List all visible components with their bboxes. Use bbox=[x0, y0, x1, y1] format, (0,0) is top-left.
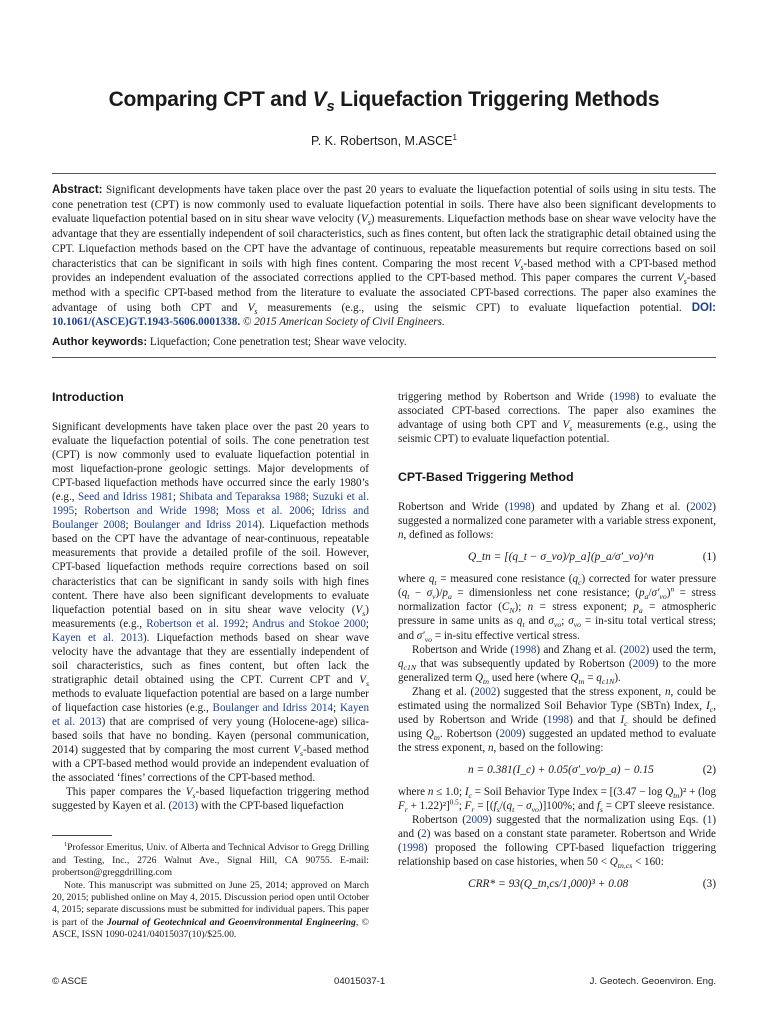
equation-1-number: (1) bbox=[702, 551, 716, 564]
left-column bbox=[52, 390, 369, 942]
equation-1 bbox=[398, 551, 716, 563]
equation-1-body: Q_tn = [(q_t − σ_vo)/p_a](p_a/σ′_vo)^n bbox=[468, 551, 654, 564]
footer-journal: J. Geotech. Geoenviron. Eng. bbox=[589, 976, 716, 987]
footnote-note: Note. This manuscript was submitted on June 25, 2014; approved on March 20, 2015; published online on May 4, 2015. Discussion period open until October 4, 2015; separate discussions must be submitted for individual papers. This paper is part of the Journal of Geotechnical and Geoenvironmental Engineering, © ASCE, ISSN 1090-0241/04015037(10)/$25.00. bbox=[52, 879, 369, 941]
where-paragraph-2: where n ≤ 1.0; $I_c$ = Soil Behavior Type Index = [$(3.47 - \log Q_{tn})^2 + (\log$ $F_r + 1.22)^2]^{0.5}$; $F_r = [(f_s/(q_t - \sigma_{vo})]100\%$; and $f_s$ = CPT sleeve resistance. bbox=[398, 785, 716, 815]
intro-paragraph-2: This paper compares the $V_s$-based liquefaction triggering method suggested by Kayen et al. (2013) with the CPT-based liquefaction bbox=[52, 786, 370, 813]
method-paragraph-5: Robertson (2009) suggested that the normalization using Eqs. (1) and (2) was based on a constant state parameter. Robertson and Wride (1998) proposed the following CPT-based liquefaction triggering relationship based on case histories, when $50 < Q_{tn,cs} < 160$: bbox=[398, 814, 717, 871]
equation-2-number: (2) bbox=[702, 763, 716, 776]
introduction-heading: Introduction bbox=[52, 390, 124, 404]
footer-copyright: © ASCE bbox=[52, 976, 88, 987]
equation-3-number: (3) bbox=[702, 878, 716, 891]
paper-title: Comparing CPT and $V_s$ Liquefaction Triggering Methods bbox=[108, 88, 660, 116]
continued-paragraph: triggering method by Robertson and Wride (1998) to evaluate the associated CPT-based corrections. The paper also examines the advantage of using both CPT and $V_s$ measurements (e.g., using the seismic CPT) to evaluate liquefaction potential. bbox=[398, 391, 716, 446]
right-column bbox=[398, 390, 716, 899]
abstract-block bbox=[52, 173, 716, 358]
cpt-method-heading: CPT-Based Triggering Method bbox=[398, 470, 574, 485]
equation-3-body: CRR* = 93(Q_tn,cs/1,000)³ + 0.08 bbox=[468, 878, 629, 891]
method-paragraph-1: Robertson and Wride (1998) and updated by Zhang et al. (2002) suggested a normalized cone parameter with a variable stress exponent, n, defined as follows: bbox=[398, 501, 716, 542]
method-paragraph-3: Zhang et al. (2002) suggested that the stress exponent, n, could be estimated using the normalized Soil Behavior Type (SBTn) Index, $I_c$, used by Robertson and Wride (1998) and that $I_c$ should be defined using $Q_{tn}$. Robertson (2009) suggested an updated method to evaluate the stress exponent, n, based on the following: bbox=[398, 685, 716, 754]
footnote-rule bbox=[52, 835, 112, 836]
method-paragraph-2: Robertson and Wride (1998) and Zhang et al. (2002) used the term, $q_{c1N}$ that was subsequently updated by Robertson (2009) to the more generalized term $Q_{tn}$ used here (where $Q_{tn} = q_{c1N}$). bbox=[398, 643, 717, 686]
where-paragraph: where $q_t$ = measured cone resistance $(q_c)$ corrected for water pressure $(q_t - \sigma_v)/p_a$ = dimensionless net cone resistance; $(p_a/\sigma'_{vo})^n$ = stress normalization factor $(C_N)$; n = stress exponent; $p_a$ = atmospheric pressure in same units as $q_t$ and $\sigma_{vo}$; $\sigma_{vo}$ = in-situ total vertical stress; and $\sigma'_{vo}$ = in-situ effective vertical stress. bbox=[398, 573, 717, 644]
intro-paragraph-1: Significant developments have taken place over the past 20 years to evaluate the liquefaction potential of soils. The cone penetration test (CPT) is now commonly used to evaluate liquefaction potential in most liquefaction-prone geologic settings. Major developments of CPT-based liquefaction methods have occurred since the early 1980’s (e.g., Seed and Idriss 1981; Shibata and Teparaksa 1988; Suzuki et al. 1995; Robertson and Wride 1998; Moss et al. 2006; Idriss and Boulanger 2008; Boulanger and Idriss 2014). Liquefaction methods based on the CPT have the advantage of near-continuous, repeatable measurements that provide a detailed profile of the soil. However, CPT-based liquefaction methods require corrections based on soil characteristics that can be significant in sandy soils with high fines content. There have also been significant developments to evaluate liquefaction potential based on in situ shear wave velocity $(V_s)$ measurements (e.g., Robertson et al. 1992; Andrus and Stokoe 2000; Kayen et al. 2013). Liquefaction methods based on shear wave velocity have the advantage that they are essentially independent of soil characteristics, such as fines content, but often lack the stratigraphic detail obtained using the CPT. Current CPT and $V_s$ methods to evaluate liquefaction potential are based on a large number of liquefaction case histories (e.g., Boulanger and Idriss 2014; Kayen et al. 2013) that are comprised of very young (Holocene-age) silica-based soils that have no bonding. Kayen (personal communication, 2014) suggested that by comparing the most current $V_s$-based method with a CPT-based method would provide an independent evaluation of the associated ‘fines’ corrections of the CPT-based method. bbox=[52, 421, 370, 785]
doi-link[interactable]: 10.1061/(ASCE)GT.1943-5606.0001338. bbox=[52, 316, 241, 329]
equation-2 bbox=[398, 764, 716, 776]
footer-page-id: 04015037-1 bbox=[334, 976, 386, 987]
equation-2-body: n = 0.381(I_c) + 0.05(σ′_vo/p_a) − 0.15 bbox=[468, 763, 654, 776]
equation-3 bbox=[398, 878, 716, 890]
author-keywords: Author keywords: Liquefaction; Cone penetration test; Shear wave velocity. bbox=[52, 336, 407, 349]
author-line: P. K. Robertson, M.ASCE$^1$ bbox=[310, 132, 457, 148]
footnote-affiliation: $^1$Professor Emeritus, Univ. of Alberta and Technical Advisor to Gregg Drilling and Testing, Inc., 2726 Walnut Ave., Signal Hill, CA 90755. E-mail: probertson@greggdrilling.com bbox=[52, 841, 369, 879]
abstract-text: Abstract: Significant developments have taken place over the past 20 years to evaluate the liquefaction potential of soils using in situ tests. The cone penetration test (CPT) is now commonly used to evaluate liquefaction potential in soils. There have also been significant developments to evaluate liquefaction potential based on in situ shear wave velocity $(V_s)$ measurements. Liquefaction methods base on shear wave velocity have the advantage that they are essentially independent of soil characteristics, such as fines content, but often lack the stratigraphic detail obtained using the CPT. Liquefaction methods based on the CPT have the advantage of continuous, repeatable measurements but require corrections based on soil characteristics that can be significant in soils with high fines content. Comparing the most recent $V_s$-based method with a CPT-based method provides an independent evaluation of the associated corrections applied to the CPT-based method. This paper compares the current $V_s$-based method with a specific CPT-based method from the literature to evaluate the associated CPT-based corrections. The paper also examines the advantage of using both CPT and $V_s$ measurements (e.g., using the seismic CPT) to evaluate liquefaction potential. DOI: 10.1061/(ASCE)GT.1943-5606.0001338. © 2015 American Society of Civil Engineers. bbox=[52, 184, 717, 329]
